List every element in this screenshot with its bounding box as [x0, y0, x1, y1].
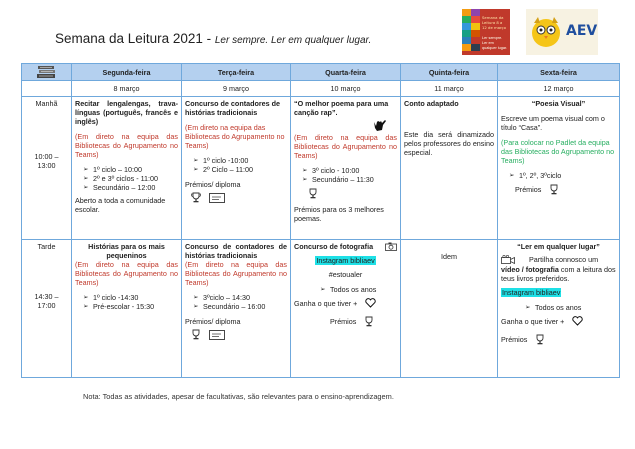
- dates-row: [22, 81, 620, 97]
- hashtag: #estoualer: [328, 270, 363, 279]
- activity-note: (Em direto na equipa das Bibliotecas do Agrupamento no Teams): [185, 260, 287, 287]
- hand-sign-icon: [371, 117, 387, 133]
- list-item: ➢ 3º ciclo - 10:00: [302, 166, 397, 175]
- school-logo: AEV: [526, 9, 598, 55]
- trophy-icon: [191, 329, 201, 340]
- activity-footer: Prémios para os 3 melhores poemas.: [294, 205, 384, 223]
- afternoon-row: [22, 240, 620, 378]
- morning-label: Manhã: [35, 99, 58, 108]
- diploma-icon: [209, 330, 225, 340]
- activity-mon-afternoon: [72, 240, 182, 378]
- activity-text: Idem: [441, 252, 457, 261]
- activity-text: Este dia será dinamizado pelos professores do ensino especial.: [404, 130, 494, 157]
- activity-text: Partilha connosco um vídeo / fotografia com a leitura dos teus livros preferidos.: [501, 255, 616, 284]
- date-wednesday: 10 março: [291, 81, 401, 97]
- list-item: ➢ Todos os anos: [525, 303, 616, 312]
- activity-title: Concurso de fotografia: [294, 242, 374, 251]
- list-item: ➢ Secundário – 16:00: [193, 302, 287, 311]
- activity-fri-afternoon: [498, 240, 620, 378]
- activity-note: (Em direto na equipa das Bibliotecas do Agrupamento no Teams): [75, 132, 178, 159]
- instagram-label: Instagram bibliaev: [502, 288, 561, 298]
- day-tuesday: Terça-feira: [182, 64, 291, 81]
- heart-icon: [572, 316, 583, 326]
- list-item: ➢ 3ºciclo – 14:30: [193, 293, 287, 302]
- activity-title: Concurso de contadores de histórias tradicionais: [185, 99, 281, 117]
- activity-note: (Em direto na equipa das Bibliotecas do Agrupamento no Teams): [75, 260, 178, 287]
- activity-title: “O melhor poema para uma canção rap”.: [294, 99, 389, 117]
- date-tuesday: 9 março: [182, 81, 291, 97]
- heart-icon: [365, 298, 376, 308]
- activity-footer: Prémios: [515, 185, 542, 194]
- activity-title: Concurso de contadores de histórias tradicionais: [185, 242, 287, 260]
- trophy-icon: [191, 192, 201, 203]
- activity-wed-morning: [291, 97, 401, 240]
- activity-text: Escreve um poema visual com o título “Casa”.: [501, 114, 605, 132]
- footnote: Nota: Todas as atividades, apesar de facultativas, são relevantes para o ensino-aprendizagem.: [83, 392, 394, 401]
- trophy-icon: [549, 184, 559, 195]
- prize-text: Ganha o que tiver +: [501, 316, 565, 326]
- list-item: ➢ 2º Ciclo – 11:00: [193, 165, 287, 174]
- list-item: ➢ 1º ciclo -10:00: [193, 156, 287, 165]
- trophy-icon: [535, 334, 545, 345]
- list-item: ➢ 1º ciclo -14:30: [83, 293, 178, 302]
- morning-row: [22, 97, 620, 240]
- list-item: ➢ 1º, 2º, 3ºciclo: [509, 171, 616, 180]
- activity-footer: Prémios/ diploma: [185, 180, 241, 189]
- afternoon-label: Tarde: [37, 242, 56, 251]
- activity-title: “Poesia Visual”: [531, 99, 586, 108]
- activity-tue-afternoon: [182, 240, 291, 378]
- date-friday: 12 março: [498, 81, 620, 97]
- list-item: ➢ Pré-escolar - 15:30: [83, 302, 178, 311]
- books-cell: [22, 64, 72, 81]
- activity-footer: Aberto a toda a comunidade escolar.: [75, 196, 166, 214]
- diploma-icon: [209, 193, 225, 203]
- activity-fri-morning: [498, 97, 620, 240]
- page-subtitle: Ler sempre. Ler em qualquer lugar.: [214, 35, 372, 46]
- activity-note: (Em direto na equipa das Bibliotecas do Agrupamento no Teams): [185, 123, 285, 150]
- prize-text: Ganha o que tiver +: [294, 298, 358, 308]
- instagram-label: Instagram bibliaev: [316, 256, 375, 265]
- list-item: ➢ Todos os anos: [320, 285, 397, 294]
- activity-title: Recitar lengalengas, trava-línguas (português, francês e inglês): [75, 99, 178, 126]
- afternoon-time: 14:30 – 17:00: [34, 292, 59, 310]
- day-friday: Sexta-feira: [498, 64, 620, 81]
- afternoon-period: [22, 240, 72, 378]
- activity-title: “Ler em qualquer lugar”: [517, 242, 600, 251]
- activity-tue-morning: [182, 97, 291, 240]
- schedule-table: [21, 63, 620, 378]
- activity-mon-morning: [72, 97, 182, 240]
- trophy-icon: [308, 188, 318, 199]
- video-camera-icon: [501, 255, 515, 265]
- books-icon: [36, 65, 58, 79]
- date-monday: 8 março: [72, 81, 182, 97]
- activity-note: (Para colocar no Padlet da equipa das Bibliotecas do Agrupamento no Teams): [501, 138, 615, 165]
- camera-icon: [385, 242, 397, 251]
- reading-week-logo: Semana da Leitura 8 a 12 de março Ler sempre. Ler em qualquer lugar.: [462, 9, 510, 55]
- activity-wed-afternoon: [291, 240, 401, 378]
- day-thursday: Quinta-feira: [401, 64, 498, 81]
- activity-thu-morning: [401, 97, 498, 240]
- day-monday: Segunda-feira: [72, 64, 182, 81]
- page-title: Semana da Leitura 2021 - Ler sempre. Ler em qualquer lugar.: [55, 31, 372, 46]
- activity-footer: Prémios: [501, 335, 528, 345]
- activity-note: (Em direto na equipa das Bibliotecas do Agrupamento no Teams): [294, 133, 397, 160]
- list-item: ➢ Secundário – 11:30: [302, 175, 397, 184]
- morning-period: [22, 97, 72, 240]
- days-header-row: [22, 64, 620, 81]
- list-item: ➢ 2º e 3º ciclos - 11:00: [83, 174, 178, 183]
- empty-cell: [22, 81, 72, 97]
- activity-title: Histórias para os mais pequeninos: [88, 242, 165, 260]
- activity-footer: Prémios/ diploma: [185, 317, 241, 326]
- list-item: ➢ Secundário – 12:00: [83, 183, 178, 192]
- morning-time: 10:00 – 13:00: [34, 152, 59, 170]
- trophy-icon: [364, 316, 374, 327]
- date-thursday: 11 março: [401, 81, 498, 97]
- list-item: ➢ 1º ciclo – 10:00: [83, 165, 178, 174]
- day-wednesday: Quarta-feira: [291, 64, 401, 81]
- activity-footer: Prémios: [330, 317, 357, 326]
- activity-title: Conto adaptado: [404, 99, 459, 108]
- activity-thu-afternoon: [401, 240, 498, 378]
